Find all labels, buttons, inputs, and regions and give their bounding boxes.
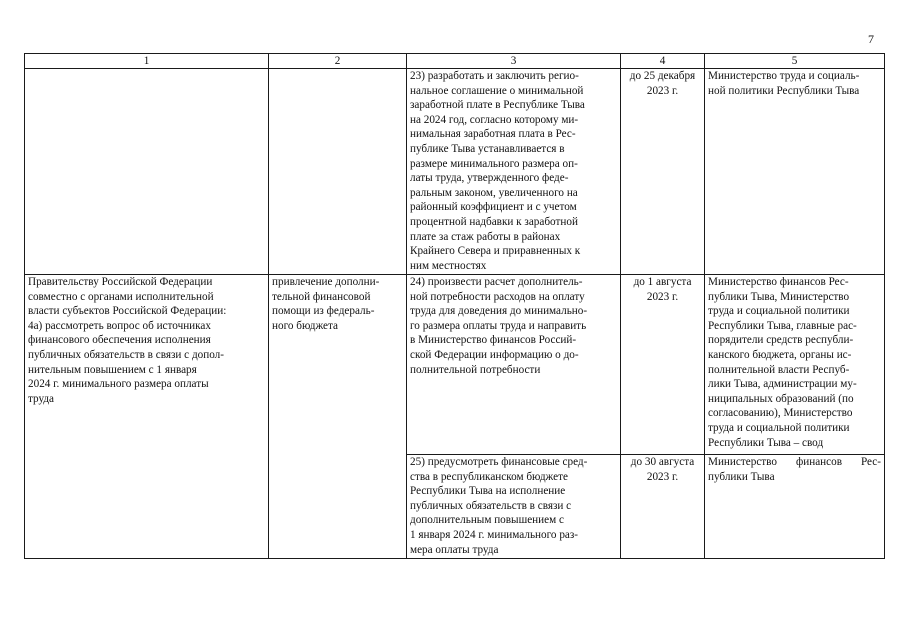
text-line: власти субъектов Российской Федерации: bbox=[28, 305, 227, 318]
table-row bbox=[25, 275, 885, 455]
text-line: порядители средств республи- bbox=[708, 334, 854, 347]
text-line: заработной плате в Республике Тыва bbox=[410, 99, 585, 112]
text-line: плате за стаж работы в районах bbox=[410, 230, 561, 243]
text-line: ной политики Республики Тыва bbox=[708, 84, 860, 97]
text-line: Республики Тыва, главные рас- bbox=[708, 319, 857, 332]
text-line: нительным повышением с 1 января bbox=[28, 363, 197, 376]
row2-cell-responsible bbox=[705, 275, 885, 455]
text-line: Министерство финансов Рес- bbox=[708, 456, 881, 468]
text-line: финансового обеспечения исполнения bbox=[28, 334, 211, 347]
header-cell-1: 1 bbox=[25, 54, 269, 69]
text-line: 2024 г. минимального размера оплаты bbox=[28, 378, 209, 391]
table-row bbox=[25, 69, 885, 275]
text-line: го размера оплаты труда и направить bbox=[410, 319, 587, 332]
text-line: согласованию), Министерство bbox=[708, 407, 853, 420]
row2-cell-task-group bbox=[25, 275, 269, 559]
text-line: до 30 августа bbox=[630, 456, 695, 468]
text-line: до 1 августа bbox=[633, 276, 692, 288]
text-line: публике Тыва устанавливается в bbox=[410, 142, 565, 155]
text-line: Республики Тыва на исполнение bbox=[410, 485, 566, 498]
header-cell-4: 4 bbox=[621, 54, 705, 69]
row3-cell-responsible bbox=[705, 455, 885, 559]
row2-cell-action bbox=[407, 275, 621, 455]
text-line: районный коэффициент и с учетом bbox=[410, 201, 577, 214]
text-line: 2023 г. bbox=[646, 470, 679, 483]
row2-cell-measure bbox=[269, 275, 407, 559]
text-line: совместно с органами исполнительной bbox=[28, 290, 214, 303]
text-line: Министерство труда и социаль- bbox=[708, 70, 860, 82]
plan-table bbox=[24, 53, 885, 559]
text-line: нальное соглашение о минимальной bbox=[410, 84, 584, 97]
text-line: до 25 декабря bbox=[629, 70, 696, 82]
text-line: тельной финансовой bbox=[272, 290, 371, 303]
text-line: ниципальных образований (по bbox=[708, 392, 854, 405]
table-header-row bbox=[25, 54, 885, 69]
text-line: на 2024 год, согласно которому ми- bbox=[410, 113, 579, 126]
row3-cell-deadline bbox=[621, 455, 705, 559]
text-line: публики Тыва bbox=[708, 470, 775, 483]
text-line: Министерство финансов Рес- bbox=[708, 276, 849, 288]
text-line: Крайнего Севера и приравненных к bbox=[410, 245, 581, 258]
text-line: ной потребности расходов на оплату bbox=[410, 290, 585, 303]
row1-cell-measure bbox=[269, 69, 407, 275]
text-line: лики Тыва, администрации му- bbox=[708, 378, 857, 391]
text-line: 4а) рассмотреть вопрос об источниках bbox=[28, 319, 211, 332]
header-cell-2: 2 bbox=[269, 54, 407, 69]
row1-cell-responsible bbox=[705, 69, 885, 275]
text-line: 2023 г. bbox=[646, 290, 679, 303]
text-line: 25) предусмотреть финансовые сред- bbox=[410, 456, 588, 468]
header-cell-3: 3 bbox=[407, 54, 621, 69]
text-line: ральным законом, увеличенного на bbox=[410, 186, 578, 199]
row2-cell-deadline bbox=[621, 275, 705, 455]
text-line: публики Тыва, Министерство bbox=[708, 290, 850, 303]
text-line: ства в республиканском бюджете bbox=[410, 470, 568, 483]
text-line: труда и социальной политики bbox=[708, 305, 850, 318]
text-line: труда bbox=[28, 392, 55, 405]
row3-cell-action bbox=[407, 455, 621, 559]
text-line: канского бюджета, органы ис- bbox=[708, 348, 852, 361]
header-cell-5: 5 bbox=[705, 54, 885, 69]
text-line: полнительной власти Респуб- bbox=[708, 363, 850, 376]
text-line: публичных обязательств в связи с bbox=[410, 499, 572, 512]
text-line: 24) произвести расчет дополнитель- bbox=[410, 276, 583, 288]
text-line: дополнительным повышением с bbox=[410, 514, 564, 527]
text-line: в Министерство финансов Россий- bbox=[410, 334, 577, 347]
text-line: ним местностях bbox=[410, 259, 487, 272]
text-line: размере минимального размера оп- bbox=[410, 157, 578, 170]
text-line: ской Федерации информацию о до- bbox=[410, 348, 579, 361]
text-line: латы труда, утвержденного феде- bbox=[410, 172, 569, 185]
row1-cell-deadline bbox=[621, 69, 705, 275]
row1-cell-task-group bbox=[25, 69, 269, 275]
text-line: 23) разработать и заключить регио- bbox=[410, 70, 579, 82]
text-line: Республики Тыва – свод bbox=[708, 436, 824, 449]
text-line: процентной надбавки к заработной bbox=[410, 215, 578, 228]
text-line: ного бюджета bbox=[272, 319, 338, 332]
text-line: помощи из федераль- bbox=[272, 305, 375, 318]
text-line: Правительству Российской Федерации bbox=[28, 276, 213, 288]
text-line: нимальная заработная плата в Рес- bbox=[410, 128, 576, 141]
text-line: 2023 г. bbox=[646, 84, 679, 97]
text-line: 1 января 2024 г. минимального раз- bbox=[410, 528, 579, 541]
text-line: полнительной потребности bbox=[410, 363, 541, 376]
row1-cell-action bbox=[407, 69, 621, 275]
text-line: привлечение дополни- bbox=[272, 276, 380, 288]
text-line: публичных обязательств в связи с допол- bbox=[28, 348, 224, 361]
text-line: труда для доведения до минимально- bbox=[410, 305, 588, 318]
text-line: труда и социальной политики bbox=[708, 421, 850, 434]
text-line: мера оплаты труда bbox=[410, 543, 499, 556]
page-number: 7 bbox=[868, 32, 874, 46]
